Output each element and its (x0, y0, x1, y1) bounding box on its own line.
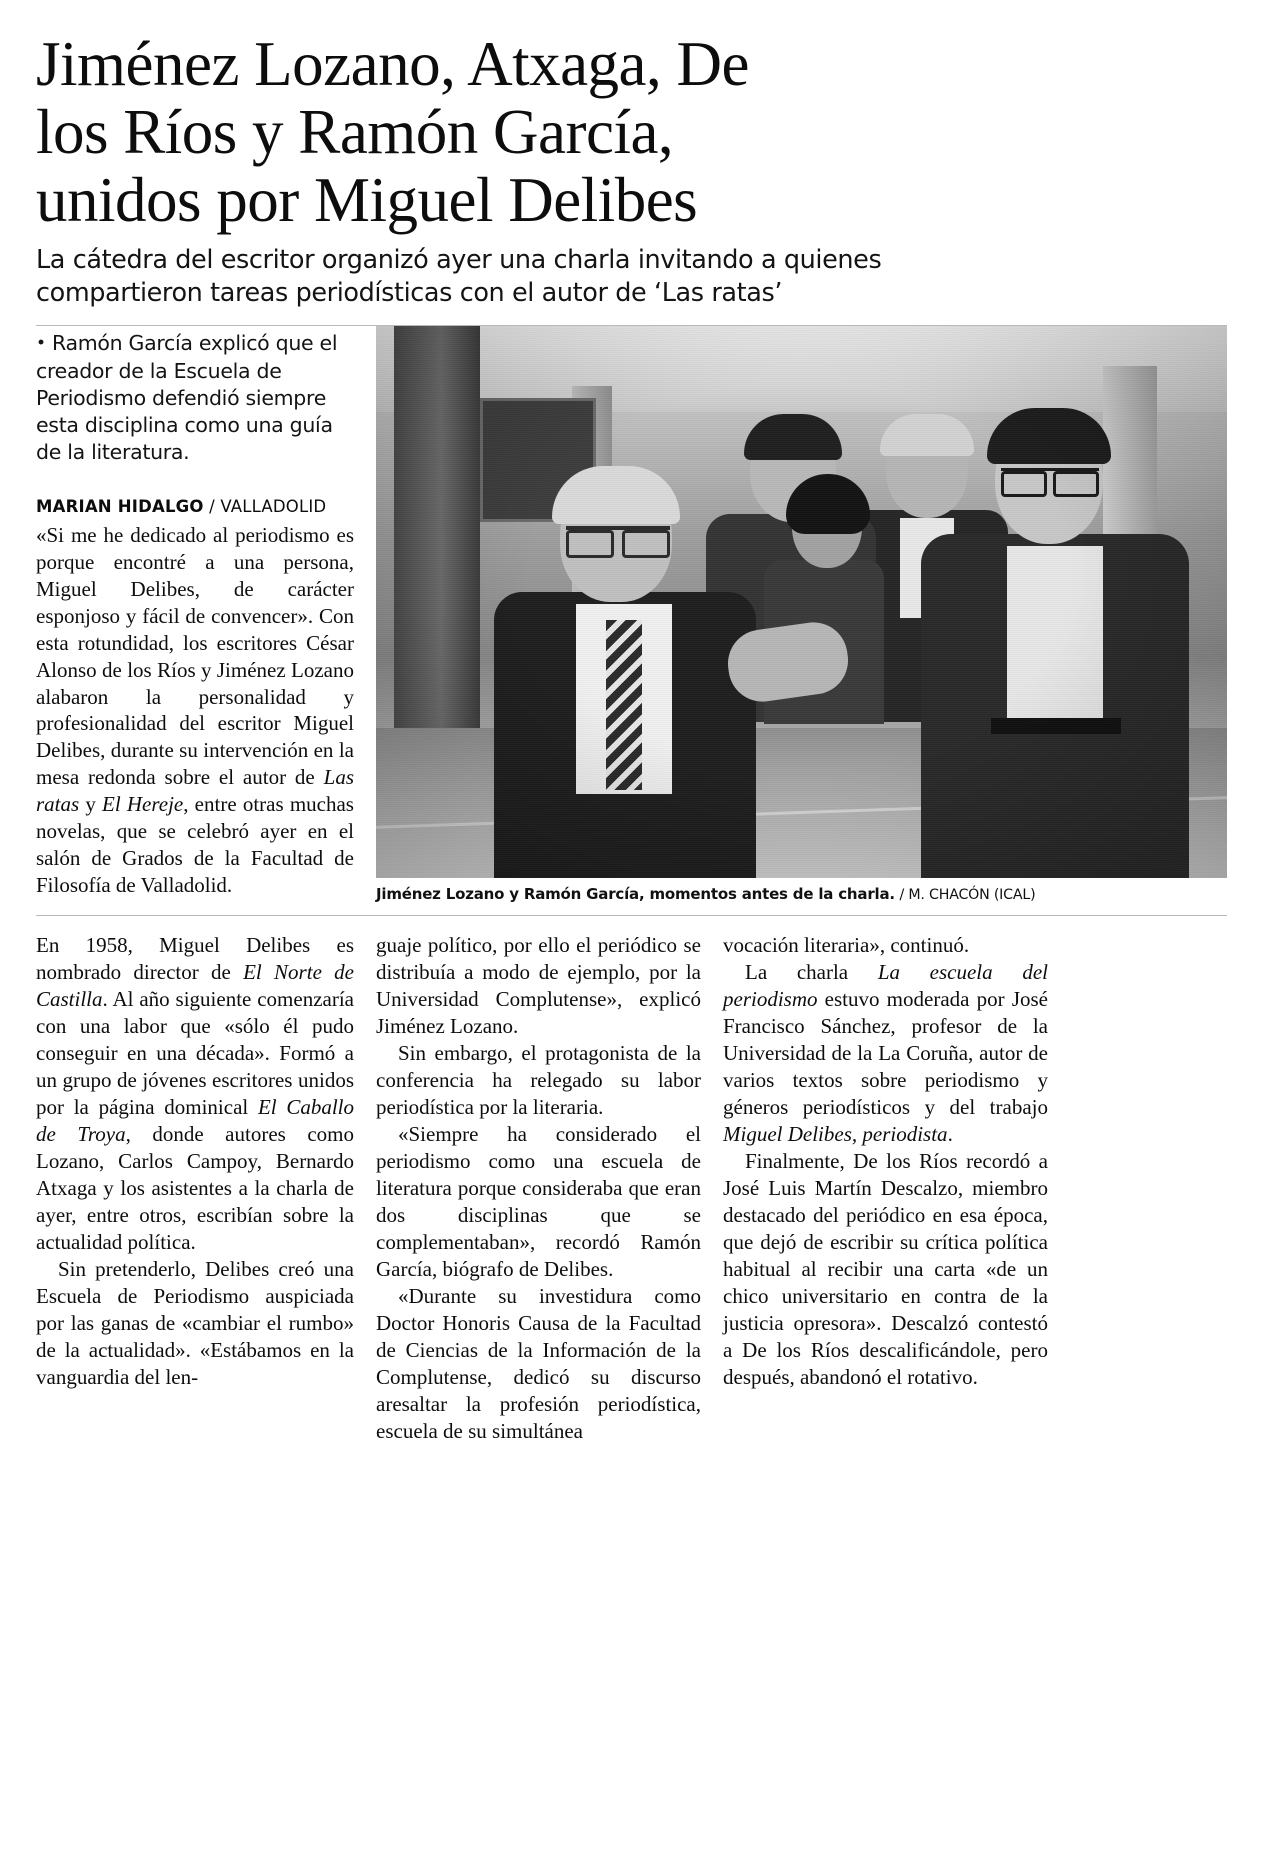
bullet-dot-icon: • (36, 334, 46, 355)
article-column-1-top (36, 522, 354, 900)
article-column-2 (376, 932, 701, 1445)
headline-line-1: Jiménez Lozano, Atxaga, De (36, 29, 749, 99)
paragraph: Finalmente, De los Ríos recordó a José Luis Martín Descalzo, miembro destacado del periódico en esa época, que dejó de escribir su crítica política habitual al recibir una carta «de un chico universitario en contra de la justicia opresora». Descalzó contestó a De los Ríos descalificándole, pero después, abandonó el rotativo. (723, 1148, 1048, 1389)
photo-block (376, 326, 1227, 905)
article-photo (376, 326, 1227, 878)
paragraph: Sin pretenderlo, Delibes creó una Escuela de Periodismo auspiciada por las ganas de «cambiar el rumbo» de la actualidad». «Estábamos en la vanguardia del len- (36, 1256, 354, 1389)
paragraph: «Si me he dedicado al periodismo es porque encontré a una persona, Miguel Delibes, de carácter esponjoso y fácil de convencer». Con esta rotundidad, los escritores César Alonso de los Ríos y Jiménez Lozano alabaron la personalidad y profesionalidad del escritor Miguel Delibes, durante su intervención en la mesa redonda sobre el autor de Las ratas y El Hereje, entre otras muchas novelas, que se celebró ayer en el salón de Grados de la Facultad de Filosofía de Valladolid. (36, 522, 354, 898)
page-title (36, 30, 1227, 234)
horizontal-rule-mid (36, 915, 1227, 916)
paragraph: En 1958, Miguel Delibes es nombrado director de El Norte de Castilla. Al año siguiente comenzaría con una labor que «sólo él pudo conseguir en una década». Formó a un grupo de jóvenes escritores unidos por la página dominical El Caballo de Troya, donde autores como Lozano, Carlos Campoy, Bernardo Atxaga y los asistentes a la charla de ayer, entre otros, escribían sobre la actualidad política. (36, 932, 355, 1254)
byline (36, 497, 354, 516)
left-column (36, 326, 354, 899)
paragraph: «Siempre ha considerado el periodismo como una escuela de literatura porque consideraba que eran dos disciplinas que se complementaban», recordó Ramón García, biógrafo de Delibes. (376, 1121, 701, 1281)
subheadline-line-2: compartieron tareas periodísticas con el autor de ‘Las ratas’ (36, 277, 783, 308)
photo-caption (376, 885, 1227, 905)
photo-caption-text: Jiménez Lozano y Ramón García, momentos antes de la charla. (376, 885, 895, 904)
byline-separator: / (203, 496, 221, 516)
headline-line-3: unidos por Miguel Delibes (36, 165, 698, 236)
headline-line-2: los Ríos y Ramón García, (36, 97, 674, 168)
paragraph: guaje político, por ello el periódico se distribuía a modo de ejemplo, por la Universidad Complutense», explicó Jiménez Lozano. (376, 932, 701, 1038)
paragraph: Sin embargo, el protagonista de la conferencia ha relegado su labor periodística por la literaria. (376, 1040, 701, 1119)
byline-place: VALLADOLID (220, 496, 327, 516)
subheadline-line-1: La cátedra del escritor organizó ayer una charla invitando a quienes (36, 245, 882, 276)
paragraph: La charla La escuela del periodismo estuvo moderada por José Francisco Sánchez, profesor de la Universidad de la La Coruña, autor de varios textos sobre periodismo y géneros periodísticos y del trabajo Miguel Delibes, periodista. (723, 959, 1048, 1146)
article-column-1 (36, 932, 354, 1445)
article-body (36, 932, 1227, 1445)
byline-author: MARIAN HIDALGO (36, 496, 204, 516)
paragraph: vocación literaria», continuó. (723, 932, 970, 957)
photo-vignette (376, 326, 1227, 878)
photo-caption-credit: / M. CHACÓN (ICAL) (899, 887, 1036, 904)
article-column-3 (723, 932, 1048, 1445)
paragraph: «Durante su investidura como Doctor Honoris Causa de la Facultad de Ciencias de la Información de la Complutense, dedicó su discurso aresaltar la profesión periodística, escuela de su simultánea (376, 1283, 701, 1443)
summary-bullet (36, 330, 354, 466)
summary-bullet-text: Ramón García explicó que el creador de la Escuela de Periodismo defendió siempre esta disciplina como una guía de la literatura. (36, 331, 338, 465)
top-section (36, 326, 1227, 905)
subheadline (36, 244, 1227, 309)
